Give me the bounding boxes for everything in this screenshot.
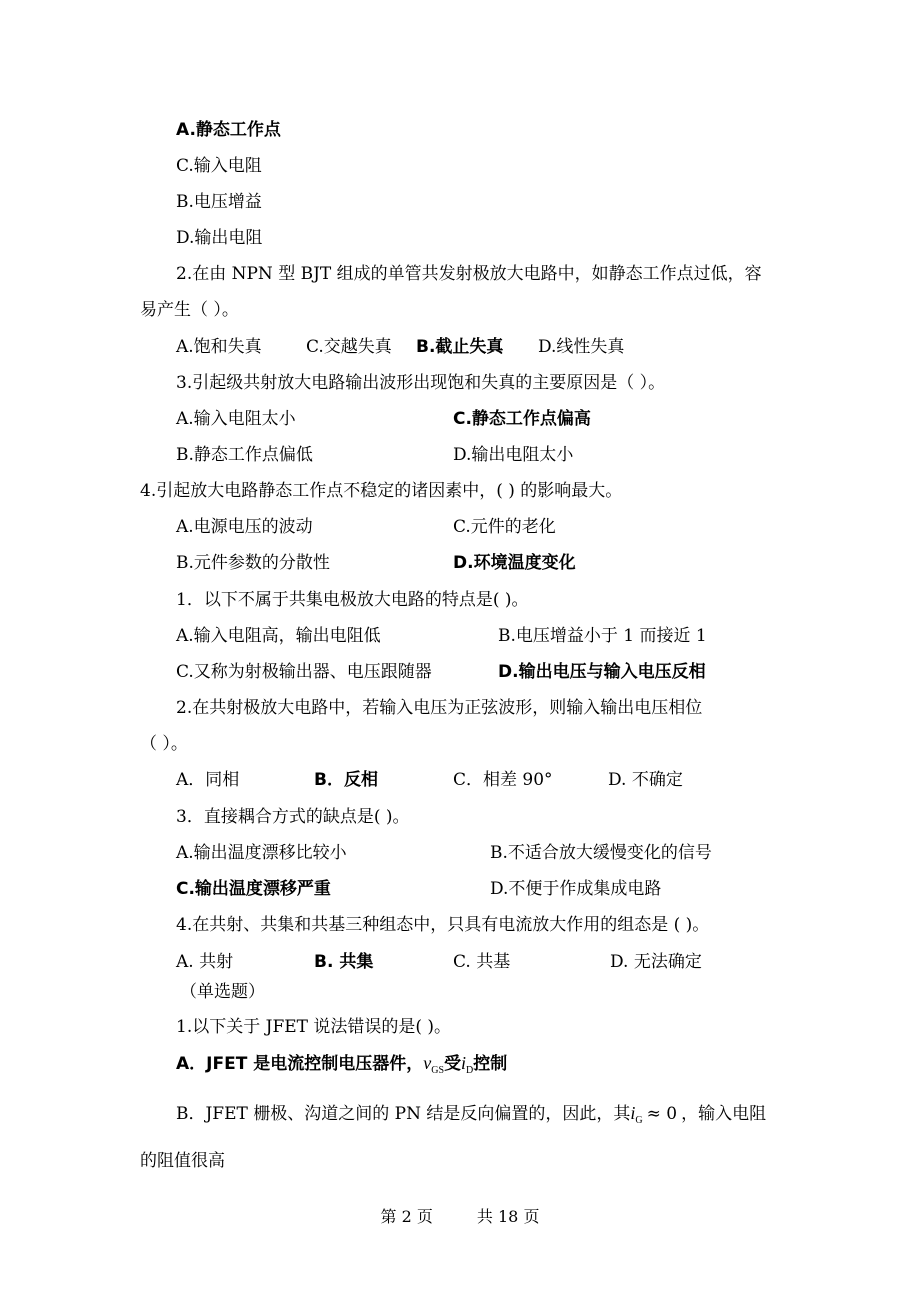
s2-option-c: C．相差 90° <box>453 770 553 790</box>
j1-option-a-mid: 受 <box>444 1054 462 1074</box>
q2-stem-line1: 2.在由 NPN 型 BJT 组成的单管共发射极放大电路中，如静态工作点过低，容 <box>176 264 762 284</box>
approx-zero: ≈ 0 <box>646 1104 678 1124</box>
s4-option-b: B. 共集 <box>314 952 374 972</box>
s2-stem-line1: 2.在共射极放大电路中，若输入电压为正弦波形，则输入输出电压相位 <box>176 698 703 718</box>
j1-option-b-line2: 的阻值很高 <box>140 1151 225 1171</box>
g-subscript: G <box>635 1115 643 1126</box>
q4-option-b: B.元件参数的分散性 <box>176 553 330 573</box>
page-number: 第 2 页 <box>380 1207 433 1226</box>
j1-option-a <box>176 1052 507 1082</box>
i-symbol: i <box>630 1103 636 1123</box>
j1-option-b-text: B．JFET 栅极、沟道之间的 PN 结是反向偏置的，因此，其 <box>176 1104 631 1124</box>
q2-option-d: D.线性失真 <box>538 337 625 357</box>
i-d-symbol <box>461 1053 474 1076</box>
s2-option-d: D. 不确定 <box>608 770 683 790</box>
s4-option-c: C. 共基 <box>453 952 511 972</box>
section-note: （单选题） <box>180 982 265 1002</box>
page-footer <box>0 1204 920 1227</box>
s4-option-a: A. 共射 <box>176 952 234 972</box>
q2-option-b: B.截止失真 <box>416 337 504 357</box>
s1-option-b: B.电压增益小于 1 而接近 1 <box>498 626 707 646</box>
q0-option-a: A.静态工作点 <box>176 120 281 140</box>
s4-stem: 4.在共射、共集和共基三种组态中，只具有电流放大作用的组态是 ( )。 <box>176 915 710 935</box>
q3-stem: 3.引起级共射放大电路输出波形出现饱和失真的主要原因是（ ）。 <box>176 373 666 393</box>
d-subscript: D <box>466 1065 474 1076</box>
s3-option-d: D.不便于作成集成电路 <box>490 879 662 899</box>
q4-option-d: D.环境温度变化 <box>453 553 576 573</box>
s2-option-b: B．反相 <box>314 770 378 790</box>
s1-option-c: C.又称为射极输出器、电压跟随器 <box>176 662 432 682</box>
s3-option-a: A.输出温度漂移比较小 <box>176 843 347 863</box>
j1-stem: 1.以下关于 JFET 说法错误的是( )。 <box>176 1017 452 1037</box>
v-symbol: v <box>423 1053 432 1073</box>
q0-option-b: B.电压增益 <box>176 192 262 212</box>
q4-stem: 4.引起放大电路静态工作点不稳定的诸因素中，( ) 的影响最大。 <box>140 481 623 501</box>
i-g-symbol <box>630 1103 643 1126</box>
gs-subscript: GS <box>431 1065 445 1076</box>
q3-option-d: D.输出电阻太小 <box>453 445 574 465</box>
v-gs-symbol <box>423 1053 445 1076</box>
q3-option-a: A.输入电阻太小 <box>176 409 296 429</box>
j1-option-a-end: 控制 <box>473 1054 508 1074</box>
q0-option-d: D.输出电阻 <box>176 228 263 248</box>
q3-option-c: C.静态工作点偏高 <box>453 409 591 429</box>
s2-stem-line2: （ ）。 <box>140 734 188 754</box>
s1-option-a: A.输入电阻高，输出电阻低 <box>176 626 381 646</box>
q3-option-b: B.静态工作点偏低 <box>176 445 313 465</box>
s1-option-d: D.输出电压与输入电压反相 <box>498 662 706 682</box>
j1-option-a-text: A．JFET 是电流控制电压器件， <box>176 1054 424 1074</box>
s2-option-a: A．同相 <box>176 770 240 790</box>
s1-stem: 1．以下不属于共集电极放大电路的特点是( )。 <box>176 590 529 610</box>
q2-stem-line2: 易产生（ ）。 <box>140 300 239 320</box>
j1-option-b-end: ，输入电阻 <box>681 1104 767 1124</box>
s3-option-b: B.不适合放大缓慢变化的信号 <box>490 843 712 863</box>
i-symbol: i <box>461 1053 467 1073</box>
q2-option-c: C.交越失真 <box>306 337 392 357</box>
q0-option-c: C.输入电阻 <box>176 156 262 176</box>
s3-option-c: C.输出温度漂移严重 <box>176 879 331 899</box>
page-total: 共 18 页 <box>476 1207 540 1226</box>
q4-option-a: A.电源电压的波动 <box>176 517 313 537</box>
q2-option-a: A.饱和失真 <box>176 337 262 357</box>
j1-option-b <box>176 1102 766 1132</box>
q4-option-c: C.元件的老化 <box>453 517 556 537</box>
s3-stem: 3．直接耦合方式的缺点是( )。 <box>176 807 410 827</box>
s4-option-d: D. 无法确定 <box>610 952 702 972</box>
